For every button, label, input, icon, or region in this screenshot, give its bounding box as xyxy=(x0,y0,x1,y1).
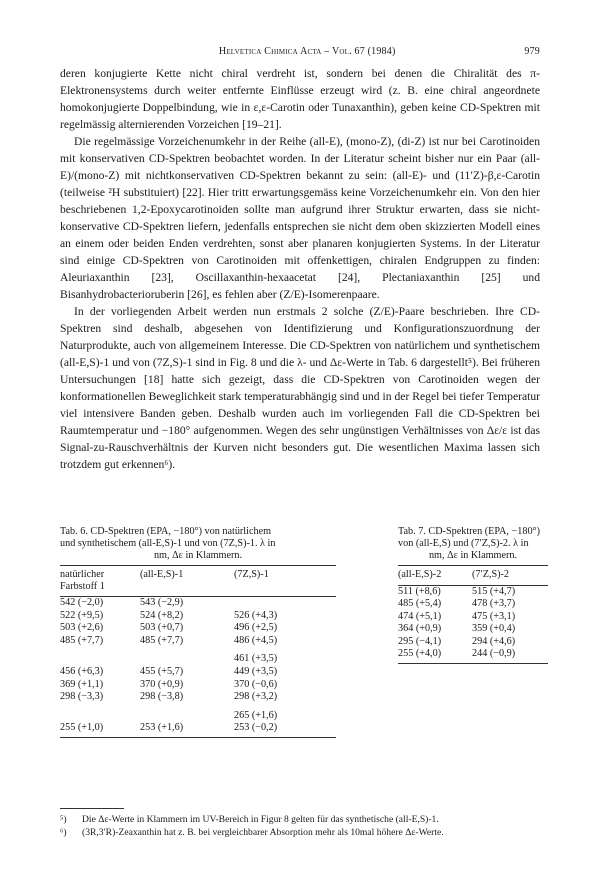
caption-line: nm, Δε in Klammern. xyxy=(428,550,518,561)
footnote-text: (3R,3′R)-Zeaxanthin hat z. B. bei vergleichbarer Absorption mehr als 10mal höhere Δε-Werte. xyxy=(82,827,444,838)
table-row xyxy=(60,635,336,648)
table-row xyxy=(398,611,548,624)
caption-line: Tab. 6. CD-Spektren (EPA, −180°) von natürlichem xyxy=(60,526,272,537)
table-row xyxy=(398,636,548,649)
table-cell: 503 (+2,6) xyxy=(60,622,104,634)
table-cell: 370 (−0,6) xyxy=(234,678,278,690)
table-row xyxy=(398,623,548,636)
table-row xyxy=(60,610,336,623)
column-header: (all-E,S)-2 xyxy=(398,566,472,586)
table-cell: 524 (+8,2) xyxy=(140,609,184,621)
caption-line: nm, Δε in Klammern. xyxy=(153,550,243,561)
table-7-caption xyxy=(398,526,548,562)
column-header: (7′Z,S)-2 xyxy=(472,566,548,586)
footnote xyxy=(60,826,540,839)
table-cell: 456 (+6,3) xyxy=(60,665,104,677)
table-6 xyxy=(60,526,336,738)
table-cell: 503 (+0,7) xyxy=(140,622,184,634)
table-cell xyxy=(60,704,140,723)
table-cell: 522 (+9,5) xyxy=(60,609,104,621)
table-cell: 253 (+1,6) xyxy=(140,722,234,737)
table-cell: 475 (+3,1) xyxy=(472,610,516,622)
table-cell xyxy=(60,647,140,666)
table-cell: 449 (+3,5) xyxy=(234,665,278,677)
column-header: natürlicher Farbstoff 1 xyxy=(60,566,140,597)
table-cell: 511 (+8,6) xyxy=(398,585,441,597)
table-cell: 461 (+3,5) xyxy=(234,653,278,665)
table-cell: 485 (+7,7) xyxy=(140,634,184,646)
table-row xyxy=(60,622,336,635)
table-cell: 298 (−3,3) xyxy=(60,691,104,703)
page-body xyxy=(60,46,540,473)
table-cell: 486 (+4,5) xyxy=(234,634,278,646)
table-row xyxy=(60,691,336,704)
table-6-grid xyxy=(60,565,336,738)
table-row xyxy=(60,597,336,610)
table-cell: 255 (+1,0) xyxy=(60,722,140,737)
body-text xyxy=(60,65,540,473)
table-row xyxy=(398,648,548,663)
footnote-rule xyxy=(60,808,124,809)
paragraph: deren konjugierte Kette nicht chiral verdreht ist, sondern bei denen die Chiralität des π-Elektronensystems durch weiter entfernte Einflüsse erzeugt wird (z. B. eine chiral angeordnete homokonjugierte Doppelbindung, wie in ε,ε-Carotin oder Tunaxanthin), geben keine CD-Spektren mit regelmässig alternierenden Vorzeichen [19–21]. xyxy=(60,67,540,131)
paragraph: In der vorliegenden Arbeit werden nun erstmals 2 solche (Z/E)-Paare beschrieben. Ihre CD-Spektren sind deshalb, abgesehen von Identifizierung und Konfigurationszuordnung der Naturprodukte, auch von allgemeinem Interesse. Die CD-Spektren von natürlichem und synthetischem (all-E,S)-1 und von (7Z,S)-1 sind in Fig. 8 und die λ- und Δε-Werte in Tab. 6 dargestellt⁵). Bei früheren Untersuchungen [18] hatte sich gezeigt, dass die CD-Spektren von Carotinoiden wegen der konformationellen Beweglichkeit stark temperaturabhängig sind und in der Regel bei tiefer Temperatur viel intensivere Banden geben. Deshalb wurden auch im vorliegenden Fall die CD-Spektren bei Raumtemperatur und −180° aufgenommen. Wegen des sehr ungünstigen Verhältnisses von Δε/ε ist das Signal-zu-Rauschverhältnis der Kurven nicht besonders gut. Die wesentlichen Maxima lassen sich trotzdem gut erkennen⁶). xyxy=(60,305,540,471)
caption-line: Tab. 7. CD-Spektren (EPA, −180°) xyxy=(398,526,541,537)
table-7 xyxy=(398,526,548,664)
table-cell: 294 (+4,6) xyxy=(472,635,516,647)
table-cell: 298 (+3,2) xyxy=(234,691,278,703)
table-cell: 364 (+0,9) xyxy=(398,623,442,635)
table-row xyxy=(60,666,336,679)
footnote-text: Die Δε-Werte in Klammern im UV-Bereich in Figur 8 gelten für das synthetische (all-E,S)-1. xyxy=(82,814,439,825)
table-cell: 295 (−4,1) xyxy=(398,635,442,647)
table-cell: 542 (−2,0) xyxy=(60,597,104,608)
table-cell: 369 (+1,1) xyxy=(60,678,104,690)
table-cell xyxy=(140,704,234,723)
table-cell: 543 (−2,9) xyxy=(140,597,184,608)
table-row xyxy=(398,585,548,598)
running-head xyxy=(60,46,540,57)
caption-line: und synthetischem (all-E,S)-1 und von (7Z,S)-1. λ in xyxy=(60,538,276,549)
tables-area xyxy=(60,526,540,786)
table-6-caption xyxy=(60,526,336,562)
table-cell xyxy=(140,647,234,666)
table-cell: 370 (+0,9) xyxy=(140,678,184,690)
table-cell: 253 (−0,2) xyxy=(234,722,336,737)
table-cell xyxy=(234,597,336,610)
table-cell: 496 (+2,5) xyxy=(234,622,278,634)
table-cell: 515 (+4,7) xyxy=(472,585,516,597)
table-cell: 485 (+7,7) xyxy=(60,634,104,646)
table-cell: 455 (+5,7) xyxy=(140,665,184,677)
column-header: (7Z,S)-1 xyxy=(234,566,336,597)
table-cell: 485 (+5,4) xyxy=(398,598,442,610)
table-row xyxy=(60,722,336,737)
table-cell: 526 (+4,3) xyxy=(234,609,278,621)
caption-line: von (all-E,S) und (7′Z,S)-2. λ in xyxy=(398,538,529,549)
table-cell: 298 (−3,8) xyxy=(140,691,184,703)
table-cell: 474 (+5,1) xyxy=(398,610,442,622)
table-row xyxy=(60,704,336,723)
column-header: (all-E,S)-1 xyxy=(140,566,234,597)
footnote xyxy=(60,813,540,826)
table-cell: 255 (+4,0) xyxy=(398,648,472,663)
table-cell: 478 (+3,7) xyxy=(472,598,516,610)
table-cell: 265 (+1,6) xyxy=(234,709,278,721)
footnote-mark: ⁵) xyxy=(60,814,67,825)
table-cell: 244 (−0,9) xyxy=(472,648,548,663)
footnotes xyxy=(60,808,540,839)
table-row xyxy=(398,598,548,611)
footnote-mark: ⁶) xyxy=(60,827,67,838)
table-cell: 359 (+0,4) xyxy=(472,623,516,635)
table-7-grid xyxy=(398,565,548,664)
page-number: 979 xyxy=(524,46,540,57)
journal-title: Helvetica Chimica Acta – Vol. 67 (1984) xyxy=(218,46,396,57)
table-row xyxy=(60,679,336,692)
table-row xyxy=(60,647,336,666)
paragraph: Die regelmässige Vorzeichenumkehr in der Reihe (all-E), (mono-Z), (di-Z) ist nur bei Carotinoiden mit konservativen CD-Spektren beobachtet worden. In der Literatur scheint bisher nur ein Paar (all-E)/(mono-Z) mit nichtkonservativen CD-Spektren bekannt zu sein: (all-E)- und (11′Z)-β,ε-Carotin (teilweise ²H substituiert) [22]. Hier tritt erwartungsgemäss keine Vorzeichenumkehr ein. Von den hier beschriebenen 1,2-Epoxycarotinoiden sollte man aufgrund ihrer Struktur erwarten, dass sie nicht-konservative CD-Spektren liefern, jedenfalls entsprechen sie nicht dem oben skizzierten Modell eines an einem oder beiden Enden verdrehten, sonst aber planaren konjugierten Systems. In der Literatur sind einige CD-Spektren von Carotinoiden mit offenkettigen, chiralen Endgruppen zu finden: Aleuriaxanthin [23], Oscillaxanthin-hexaacetat [24], Plectaniaxanthin [25] und Bisanhydrobacterioruberin [26], es fehlen aber (Z/E)-Isomerenpaare. xyxy=(60,135,540,301)
